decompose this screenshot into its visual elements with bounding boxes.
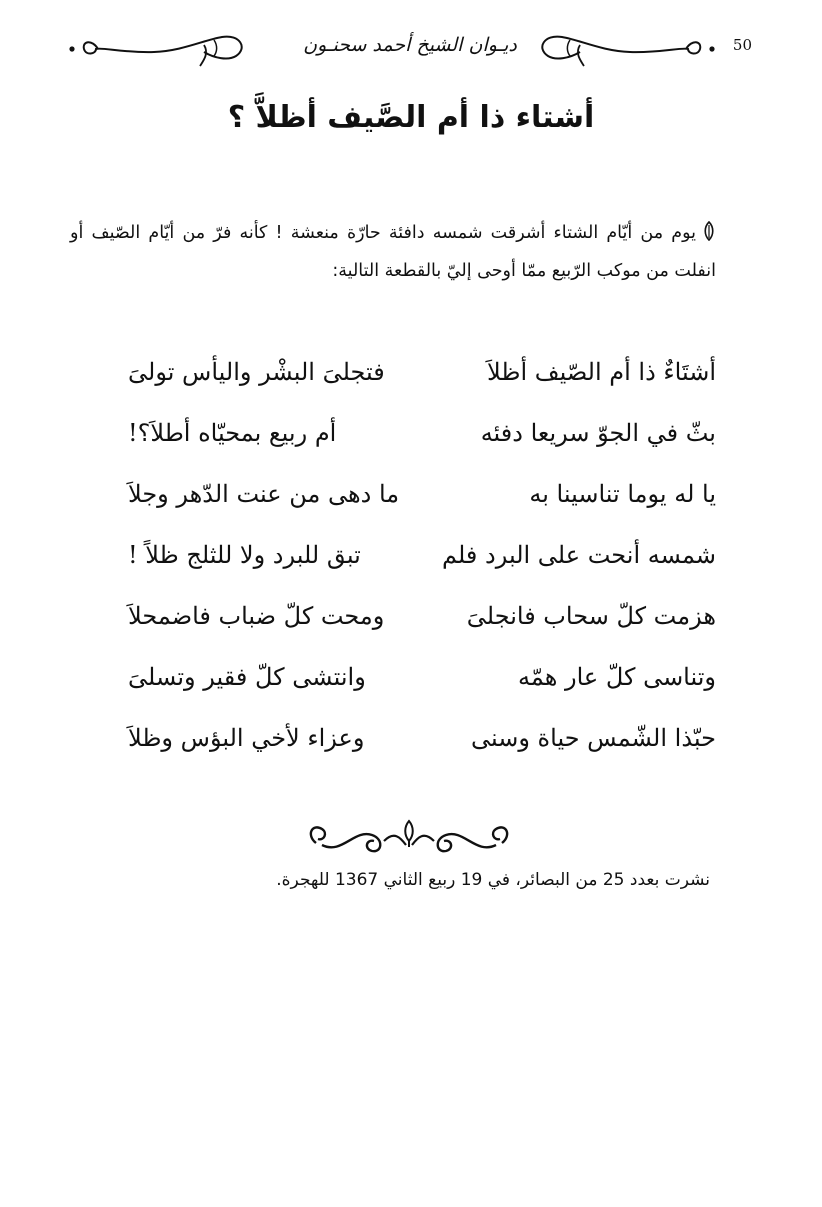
poem-verse xyxy=(120,533,716,594)
verse-first-hemistich: بثّ في الجوّ سريعا دفئه xyxy=(480,419,716,447)
poem-verse xyxy=(120,716,716,777)
poem-verse xyxy=(120,411,716,472)
verse-second-hemistich: ما دهى من عنت الدّهر وجلاَ xyxy=(128,480,400,508)
page-number: 50 xyxy=(732,36,752,54)
poem xyxy=(120,350,716,777)
verse-first-hemistich: يا له يوما تناسينا به xyxy=(529,480,716,508)
verse-first-hemistich: هزمت كلّ سحاب فانجلىَ xyxy=(466,602,716,630)
poem-verse xyxy=(120,594,716,655)
verse-first-hemistich: أشتَاءٌ ذا أم الصّيف أظلاَ xyxy=(487,358,716,386)
poem-title: أشتاء ذا أم الصَّيف أظلاَّ ؟ xyxy=(227,100,595,135)
leaf-ornament-icon xyxy=(702,221,716,241)
intro-paragraph xyxy=(70,214,716,290)
verse-second-hemistich: ومحت كلّ ضباب فاضمحلاَ xyxy=(128,602,385,630)
verse-first-hemistich: شمسه أنحت على البرد فلم xyxy=(442,541,716,569)
right-header-flourish xyxy=(530,28,720,68)
verse-second-hemistich: وانتشى كلّ فقير وتسلىَ xyxy=(128,663,366,691)
verse-first-hemistich: وتناسى كلّ عار همّه xyxy=(517,663,716,691)
verse-second-hemistich: أم ربيع بمحيّاه أطلاَ؟! xyxy=(128,419,337,447)
verse-second-hemistich: وعزاء لأخي البؤس وظلاَ xyxy=(128,724,365,752)
left-header-flourish xyxy=(64,28,254,68)
poem-verse xyxy=(120,472,716,533)
poem-verse xyxy=(120,655,716,716)
running-title: ديـوان الشيخ أحمد سحنـون xyxy=(303,34,517,56)
poem-verse xyxy=(120,350,716,411)
publication-footnote: نشرت بعدد 25 من البصائر، في 19 ربيع الثاني 1367 للهجرة. xyxy=(276,870,710,890)
verse-second-hemistich: فتجلىَ البشْر واليأس تولىَ xyxy=(128,358,385,386)
section-divider-ornament xyxy=(302,815,516,865)
verse-first-hemistich: حبّذا الشّمس حياة وسنى xyxy=(470,724,716,752)
intro-text: يوم من أيّام الشتاء أشرقت شمسه دافئة حارّة منعشة ! كأنه فرّ من أيّام الصّيف أو انفلت من موكب الرّبيع ممّا أوحى إليّ بالقطعة التالية: xyxy=(70,223,716,281)
page-header xyxy=(0,24,822,74)
verse-second-hemistich: تبق للبرد ولا للثلج ظلاً ! xyxy=(128,541,361,569)
